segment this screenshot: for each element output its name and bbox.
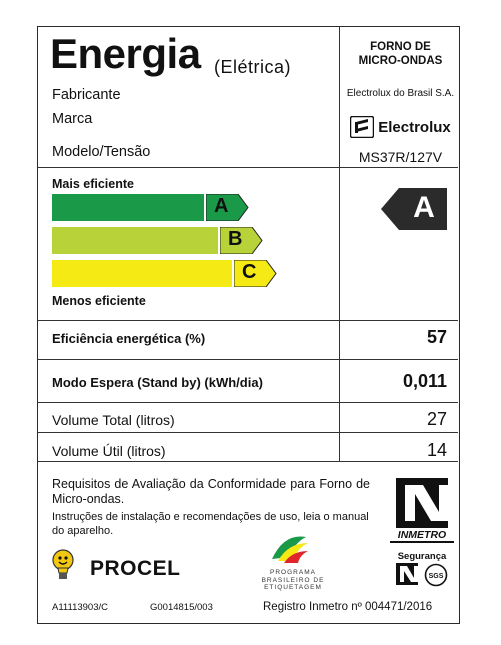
label-code-2: G0014815/003 (150, 602, 213, 613)
scale-tag-c: C (242, 261, 257, 283)
divider-row-2 (38, 402, 458, 403)
procel-logo-text: PROCEL (90, 557, 181, 580)
label-subtitle: (Elétrica) (214, 57, 292, 77)
scale-bar-a (52, 194, 204, 221)
electrolux-logo-icon (350, 116, 374, 138)
inmetro-logo-icon (396, 478, 448, 528)
pbe-logo-text: PROGRAMA BRASILEIRO DE ETIQUETAGEM (261, 569, 325, 591)
scale-tag-b: B (228, 228, 243, 250)
inmetro-underline (390, 541, 454, 543)
most-efficient-label: Mais eficiente (52, 177, 134, 191)
useful-volume-label: Volume Útil (litros) (52, 443, 166, 459)
requirements-text: Requisitos de Avaliação da Conformidade para Forno de Micro-ondas. (52, 477, 370, 506)
scale-bar-c (52, 260, 232, 287)
energy-label (37, 26, 460, 624)
divider-header-scale (38, 167, 458, 168)
product-type: FORNO DE MICRO-ONDAS (358, 41, 443, 67)
scale-bar-b (52, 227, 218, 254)
inmetro-text: INMETRO (397, 529, 447, 541)
manufacturer-label: Fabricante (52, 87, 121, 103)
scale-tag-a: A (214, 195, 229, 217)
least-efficient-label: Menos eficiente (52, 294, 146, 308)
label-code-1: A11113903/C (52, 602, 108, 613)
divider-row-1 (38, 359, 458, 360)
brand-name: Electrolux (378, 118, 451, 136)
divider-row-4 (38, 461, 458, 462)
standby-value: 0,011 (402, 371, 447, 391)
registration-text: Registro Inmetro nº 004471/2016 (263, 601, 433, 613)
inmetro-small-icon (396, 563, 418, 585)
rating-letter: A (413, 191, 435, 224)
standby-label: Modo Espera (Stand by) (kWh/dia) (52, 375, 263, 390)
svg-text:SGS: SGS (428, 573, 444, 580)
safety-label: Segurança (397, 551, 447, 562)
useful-volume-value: 14 (426, 440, 447, 460)
divider-scale-rows (38, 320, 458, 321)
divider-row-3 (38, 432, 458, 433)
rows-divider (339, 320, 340, 461)
instructions-text: Instruções de instalação e recomendações de uso, leia o manual do aparelho. (52, 511, 369, 537)
brand-label: Marca (52, 111, 93, 127)
model-label: Modelo/Tensão (52, 144, 151, 160)
sgs-seal-icon (424, 563, 448, 587)
procel-bulb-icon (51, 549, 75, 583)
pbe-logo-icon (270, 531, 310, 565)
model-value: MS37R/127V (358, 149, 443, 165)
manufacturer-value: Electrolux do Brasil S.A. (346, 88, 455, 99)
efficiency-value: 57 (426, 327, 447, 347)
efficiency-label: Eficiência energética (%) (52, 331, 206, 346)
total-volume-value: 27 (426, 409, 447, 429)
scale-divider (339, 167, 340, 320)
total-volume-label: Volume Total (litros) (52, 412, 175, 428)
brand-value (340, 116, 461, 138)
label-title: Energia (50, 30, 201, 77)
